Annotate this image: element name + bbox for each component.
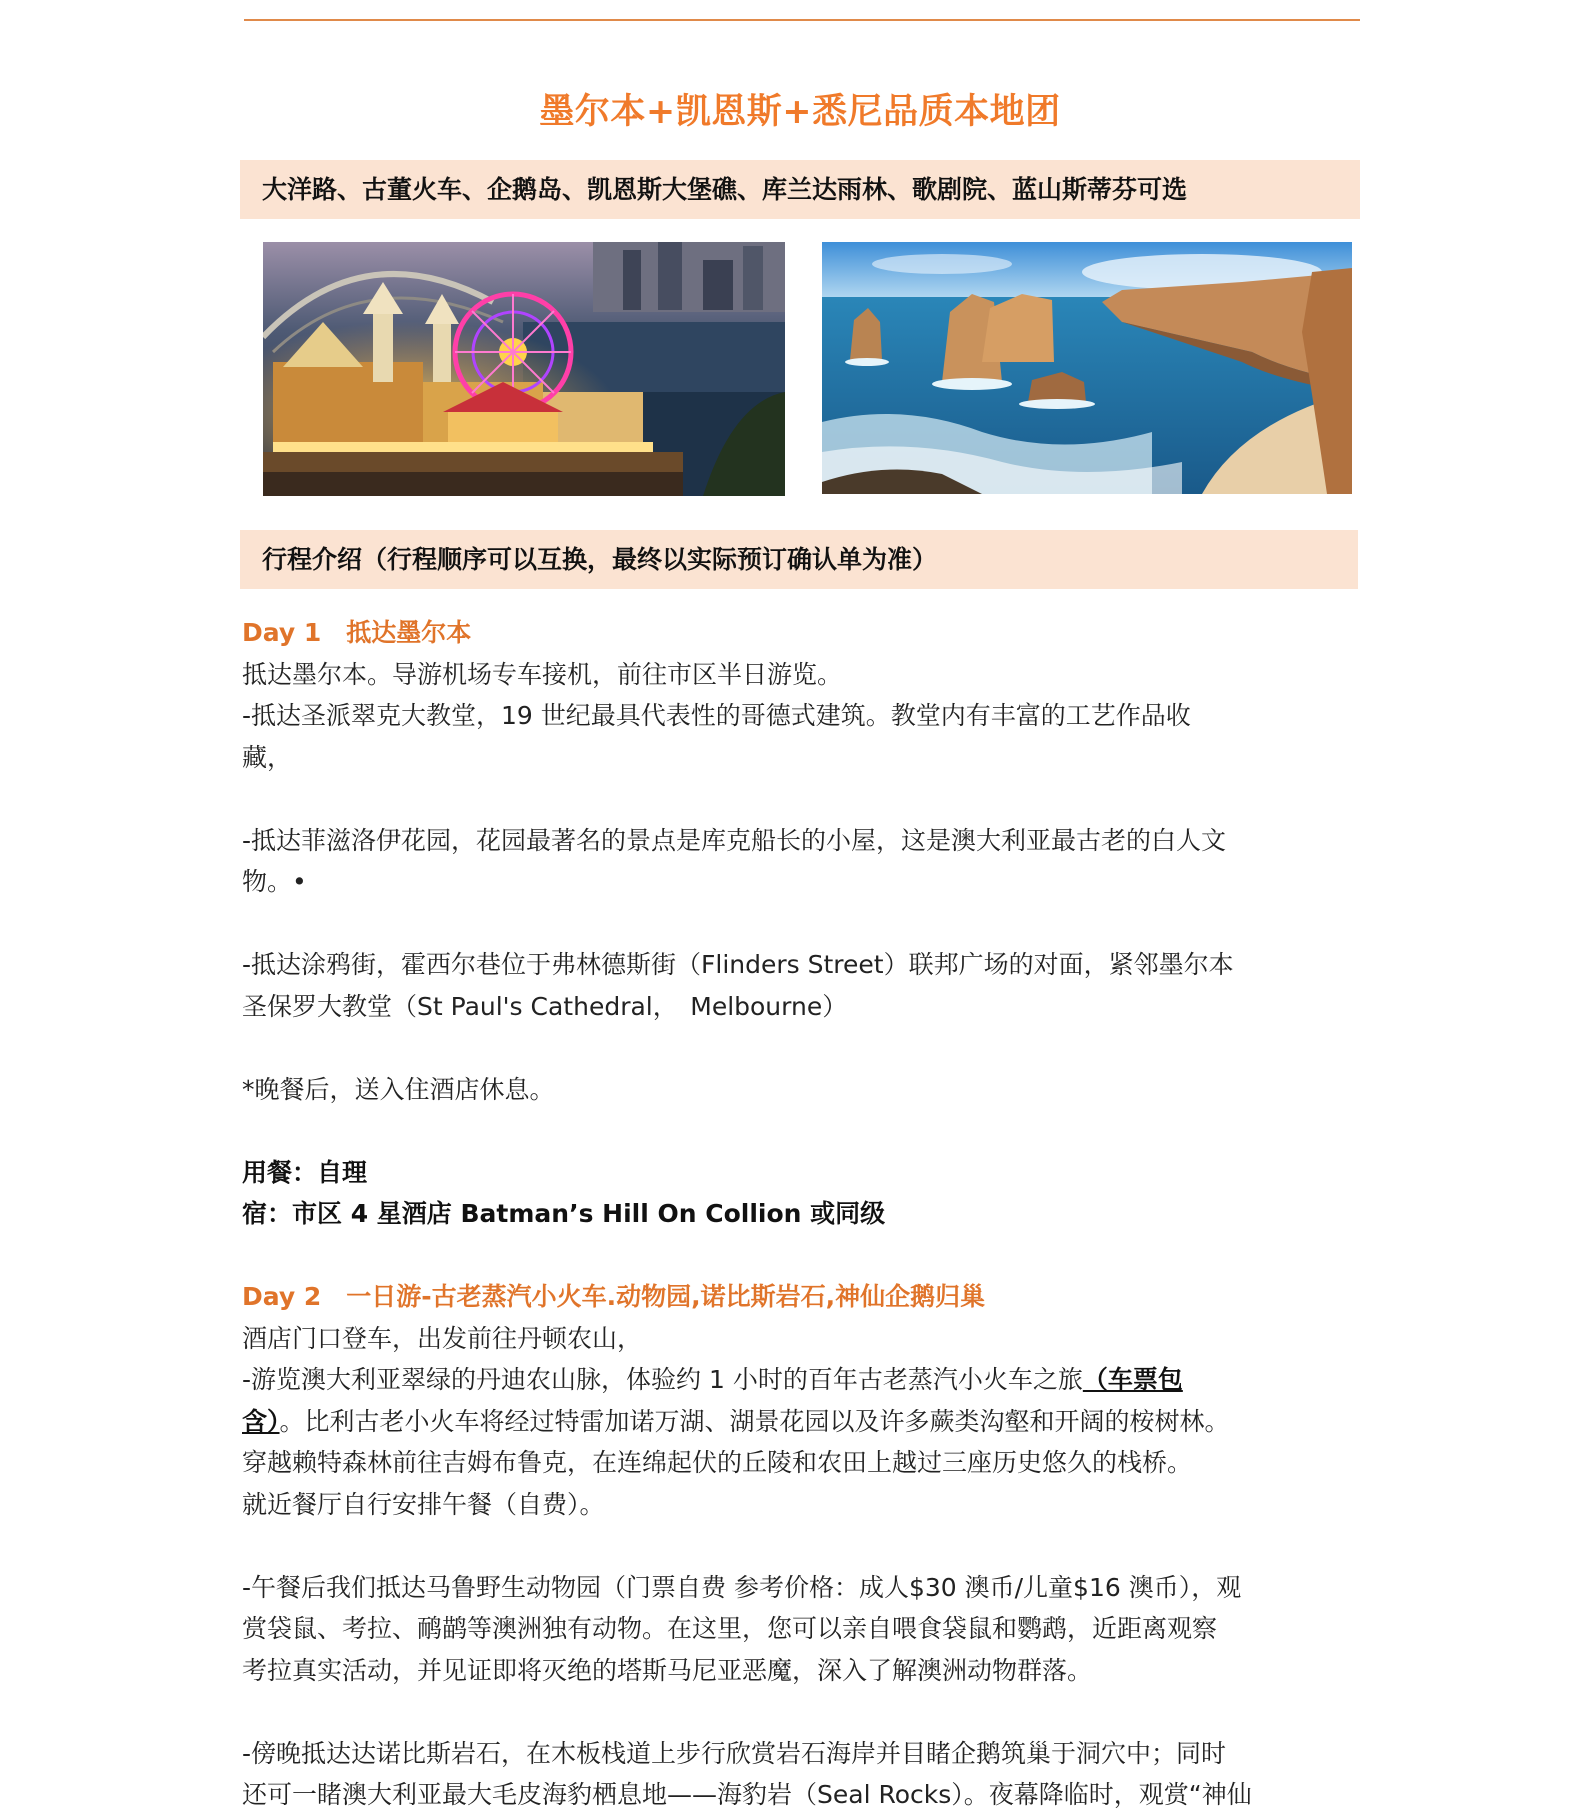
ticket-included-note-end: 含） [242,1406,280,1436]
day1-line: *晚餐后，送入住酒店休息。 [242,1074,555,1104]
day1-line: 藏， [242,742,293,772]
photo-luna-park-night [263,242,785,496]
day2-line: -午餐后我们抵达马鲁野生动物园（门票自费 参考价格：成人$30 澳币/儿童$16 澳币），观 [242,1572,1242,1602]
page-title: 墨尔本+凯恩斯+悉尼品质本地团 [539,92,1061,132]
day1-heading: Day 1 抵达墨尔本 [242,618,472,647]
day2-line: -傍晚抵达达诺比斯岩石，在木板栈道上步行欣赏岩石海岸并目睹企鹅筑巢于洞穴中；同时 [242,1738,1227,1768]
sights-banner: 大洋路、古董火车、企鹅岛、凯恩斯大堡礁、库兰达雨林、歌剧院、蓝山斯蒂芬可选 [240,160,1360,219]
itinerary-content [242,612,1360,1816]
photo-twelve-apostles [822,242,1352,494]
day1-line: -抵达菲滋洛伊花园，花园最著名的景点是库克船长的小屋，这是澳大利亚最古老的白人文 [242,825,1227,855]
day1-line: 圣保罗大教堂（St Paul's Cathedral， Melbourne） [242,991,848,1021]
day2-line-text: -游览澳大利亚翠绿的丹迪农山脉，体验约 1 小时的百年古老蒸汽小火车之旅 [242,1365,1083,1394]
day1-meals: 用餐：自理 [242,1157,368,1187]
day2-line: 穿越赖特森林前往吉姆布鲁克，在连绵起伏的丘陵和农田上越过三座历史悠久的栈桥。 [242,1448,1193,1477]
document-page [240,0,1360,1815]
ticket-included-note: （车票包 [1082,1365,1183,1394]
itinerary-intro-banner: 行程介绍（行程顺序可以互换，最终以实际预订确认单为准） [240,530,1358,589]
day2-heading: Day 2 一日游-古老蒸汽小火车.动物园,诺比斯岩石,神仙企鹅归巢 [242,1282,986,1311]
day1-line: -抵达圣派翠克大教堂，19 世纪最具代表性的哥德式建筑。教堂内有丰富的工艺作品收 [242,701,1191,730]
day2-line: 就近餐厅自行安排午餐（自费）。 [242,1489,605,1519]
day2-line-text: 。比利古老小火车将经过特雷加诺万湖、湖景花园以及许多蕨类沟壑和开阔的桉树林。 [279,1406,1230,1436]
day1-line: -抵达涂鸦街，霍西尔巷位于弗林德斯街（Flinders Street）联邦广场的对面，紧邻墨尔本 [242,950,1234,979]
day1-line: 物。• [242,867,307,896]
day2-line [242,1401,1360,1443]
day2-line: 赏袋鼠、考拉、鸸鹋等澳洲独有动物。在这里，您可以亲自喂食袋鼠和鹦鹉，近距离观察 [242,1614,1218,1643]
day2-line: 酒店门口登车，出发前往丹顿农山， [242,1323,643,1353]
day1-line: 抵达墨尔本。导游机场专车接机，前往市区半日游览。 [242,659,843,689]
day2-line: 考拉真实活动，并见证即将灭绝的塔斯马尼亚恶魔，深入了解澳洲动物群落。 [242,1655,1093,1685]
day1-hotel: 宿：市区 4 星酒店 Batman’s Hill On Collion 或同级 [242,1199,886,1228]
top-divider [244,19,1360,21]
day2-line: 还可一睹澳大利亚最大毛皮海豹栖息地——海豹岩（Seal Rocks）。夜幕降临时，观赏“神仙 [242,1780,1252,1809]
day2-line [242,1359,1360,1401]
